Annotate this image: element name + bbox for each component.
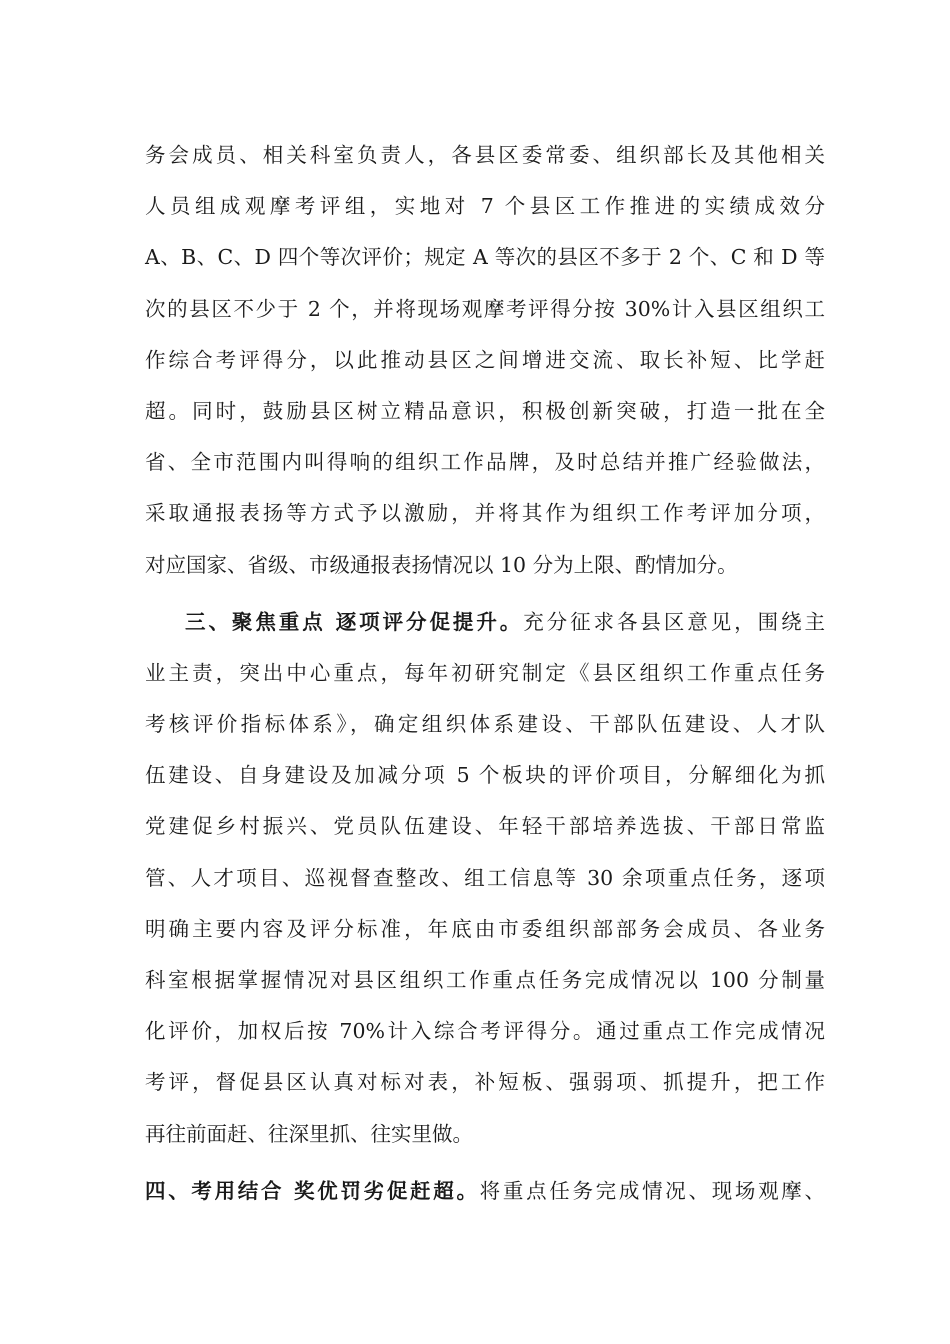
text-line: 务会成员、相关科室负责人，各县区委常委、组织部长及其他相关: [145, 143, 825, 167]
text-line: 化评价，加权后按 70%计入综合考评得分。通过重点工作完成情况: [145, 1019, 825, 1044]
text-line: 省、全市范围内叫得响的组织工作品牌，及时总结并推广经验做法，: [145, 450, 825, 475]
document-page: [145, 130, 825, 1217]
paragraph-3: [145, 1166, 825, 1217]
text-line: 科室根据掌握情况对县区组织工作重点任务完成情况以 100 分制量: [145, 968, 825, 992]
text-run: 将重点任务完成情况、现场观摩、: [479, 1178, 825, 1203]
paragraph-1: [145, 130, 825, 591]
text-line: 明确主要内容及评分标准，年底由市委组织部部务会成员、各业务: [145, 916, 825, 941]
text-line: 次的县区不少于 2 个，并将现场观摩考评得分按 30%计入县区组织工: [145, 296, 825, 321]
text-line: [145, 1166, 825, 1217]
text-line: 采取通报表扬等方式予以激励，并将其作为组织工作考评加分项，: [145, 501, 825, 526]
text-line: A、B、C、D 四个等次评价；规定 A 等次的县区不多于 2 个、C 和 D 等: [145, 245, 825, 270]
section-heading-3: 三、聚焦重点 逐项评分促提升。: [185, 609, 524, 634]
text-line: 再往前面赶、往深里抓、往实里做。: [145, 1121, 473, 1146]
text-line: 党建促乡村振兴、党员队伍建设、年轻干部培养选拔、干部日常监: [145, 814, 825, 839]
text-line: 考核评价指标体系》，确定组织体系建设、干部队伍建设、人才队: [145, 712, 825, 737]
text-line: 考评，督促县区认真对标对表，补短板、强弱项、抓提升，把工作: [145, 1070, 825, 1095]
text-line: 管、人才项目、巡视督查整改、组工信息等 30 余项重点任务，逐项: [145, 865, 825, 890]
text-run: 充分征求各县区意见，围绕主: [523, 609, 826, 634]
text-line: 作综合考评得分，以此推动县区之间增进交流、取长补短、比学赶: [145, 347, 825, 372]
paragraph-2: [145, 597, 825, 1160]
text-line: [145, 597, 825, 648]
text-line: 业主责，突出中心重点，每年初研究制定《县区组织工作重点任务: [145, 660, 825, 685]
text-line: 对应国家、省级、市级通报表扬情况以 10 分为上限、酌情加分。: [145, 552, 738, 577]
section-heading-4: 四、考用结合 奖优罚劣促赶超。: [145, 1178, 480, 1203]
text-line: 超。同时，鼓励县区树立精品意识，积极创新突破，打造一批在全: [145, 398, 825, 423]
text-line: 伍建设、自身建设及加减分项 5 个板块的评价项目，分解细化为抓: [145, 763, 825, 788]
text-line: 人员组成观摩考评组，实地对 7 个县区工作推进的实绩成效分: [145, 194, 825, 219]
